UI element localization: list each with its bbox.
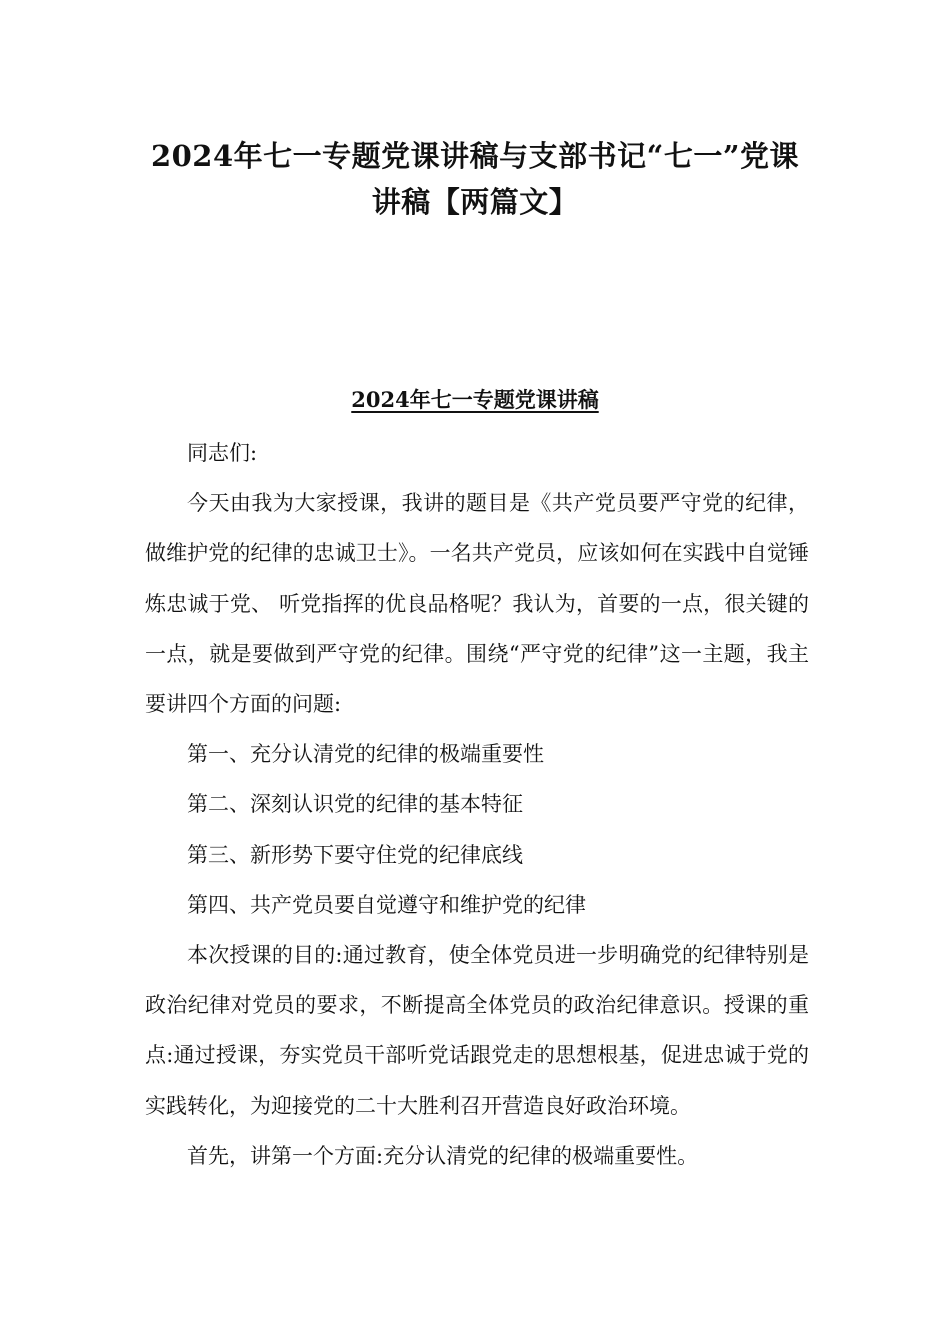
section-title-text: 2024年七一专题党课讲稿 (351, 387, 599, 412)
paragraph-first-aspect: 首先，讲第一个方面:充分认清党的纪律的极端重要性。 (187, 1143, 699, 1168)
paragraph-salutation: 同志们: (187, 441, 258, 465)
paragraph-point-3: 第三、新形势下要守住党的纪律底线 (187, 842, 523, 867)
document-title-line-2: 讲稿【两篇文】 (371, 185, 579, 219)
section-title (90, 385, 860, 415)
paragraph-purpose: 本次授课的目的:通过教育，使全体党员进一步明确党的纪律特别是政治纪律对党员的要求，不断提高全体党员的政治纪律意识。授课的重点:通过授课，夯实党员干部听党话跟党走的思想根基，促进忠诚于党的实践转化，为迎接党的二十大胜利召开营造良好政治环境。 (145, 943, 809, 1118)
paragraph-point-2: 第二、深刻认识党的纪律的基本特征 (187, 792, 523, 817)
paragraph-intro: 今天由我为大家授课，我讲的题目是《共产党员要严守党的纪律，做维护党的纪律的忠诚卫士》。一名共产党员，应该如何在实践中自觉锤炼忠诚于党、 听党指挥的优良品格呢？我认为，首要的一点，很关键的一点，就是要做到严守党的纪律。围绕“严守党的纪律”这一主题，我主要讲四个方面的问题: (145, 491, 809, 717)
document-title-line-1: 2024年七一专题党课讲稿与支部书记“七一”党课 (150, 139, 800, 173)
document-body (145, 428, 809, 1181)
paragraph-point-1: 第一、充分认清党的纪律的极端重要性 (187, 742, 544, 767)
paragraph-point-4: 第四、共产党员要自觉遵守和维护党的纪律 (187, 892, 586, 917)
